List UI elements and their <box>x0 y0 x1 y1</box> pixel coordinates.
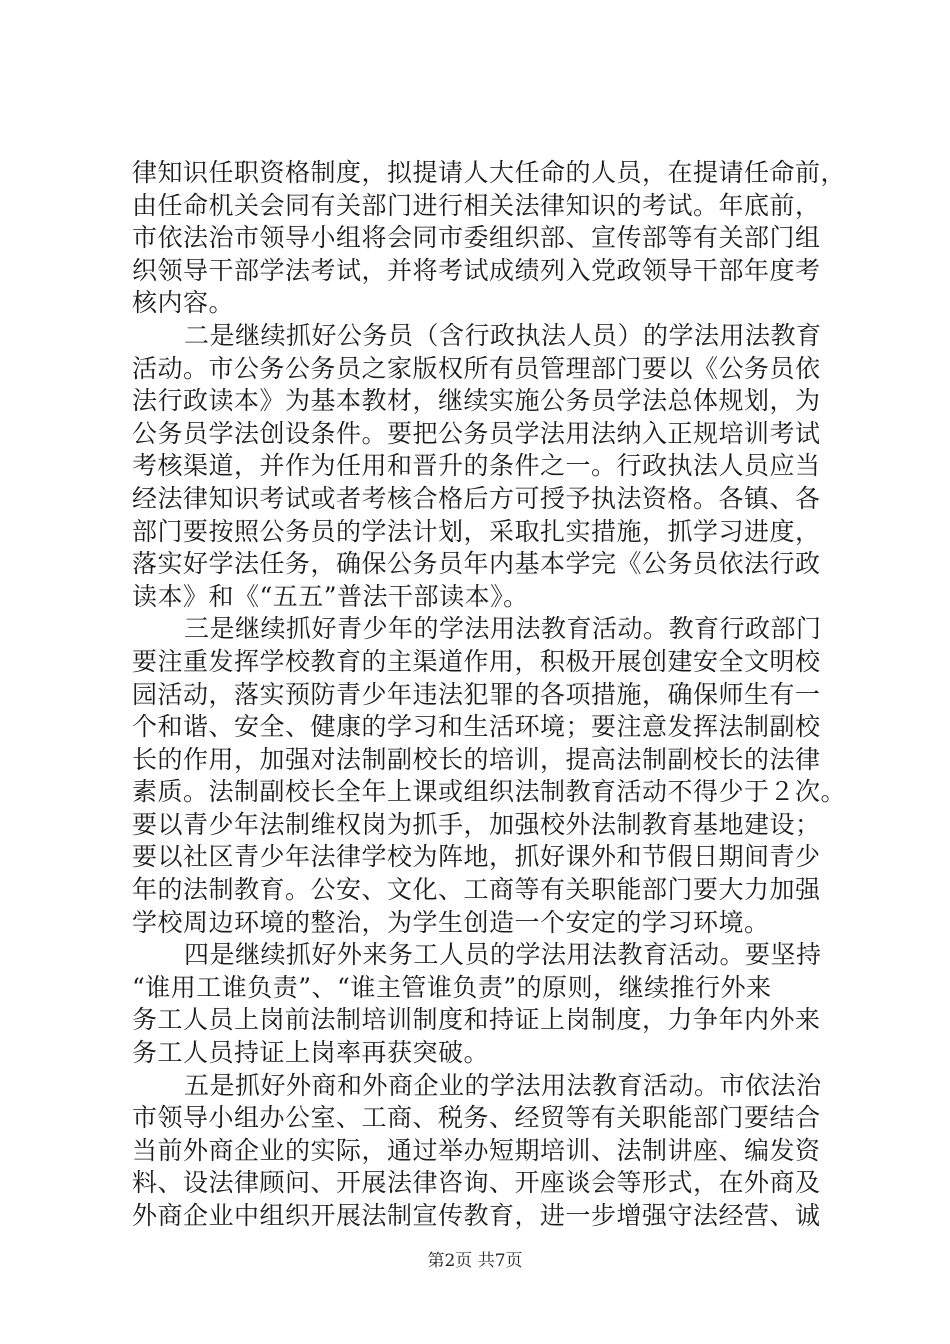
text-line: 读本》和《“五五”普法干部读本》。 <box>132 581 529 611</box>
text-line: 活动。市公务公务员之家版权所有员管理部门要以《公务员依 <box>132 353 821 383</box>
text-line: 务工人员持证上岗率再获突破。 <box>132 1038 490 1068</box>
text-line: 律知识任职资格制度，拟提请人大任命的人员，在提请任命前， <box>132 158 847 187</box>
text-line: 要以社区青少年法律学校为阵地，抓好课外和节假日期间青少 <box>132 842 821 872</box>
text-line: 三是继续抓好青少年的学法用法教育活动。教育行政部门 <box>184 614 822 644</box>
text-line: 法行政读本》为基本教材，继续实施公务员学法总体规划，为 <box>132 386 821 416</box>
text-line: 个和谐、安全、健康的学习和生活环境；要注意发挥法制副校 <box>132 712 821 742</box>
text-line: 年的法制教育。公安、文化、工商等有关职能部门要大力加强 <box>132 875 821 905</box>
text-line: 四是继续抓好外来务工人员的学法用法教育活动。要坚持 <box>184 940 822 970</box>
text-line: 学校周边环境的整治，为学生创造一个安定的学习环境。 <box>132 907 770 937</box>
text-line: 二是继续抓好公务员（含行政执法人员）的学法用法教育 <box>184 320 822 350</box>
text-line: 落实好学法任务，确保公务员年内基本学完《公务员依法行政 <box>132 549 821 579</box>
text-line: 务工人员上岗前法制培训制度和持证上岗制度，力争年内外来 <box>132 1005 821 1035</box>
text-line: 市依法治市领导小组将会同市委组织部、宣传部等有关部门组 <box>132 223 821 253</box>
text-line: 由任命机关会同有关部门进行相关法律知识的考试。年底前， <box>132 190 821 220</box>
text-line: 市领导小组办公室、工商、税务、经贸等有关职能部门要结合 <box>132 1103 821 1133</box>
text-line: 考核渠道，并作为任用和晋升的条件之一。行政执法人员应当 <box>132 451 821 481</box>
text-line: “谁用工谁负责”、“谁主管谁负责”的原则，继续推行外来 <box>132 972 772 1002</box>
text-line: 要以青少年法制维权岗为抓手，加强校外法制教育基地建设； <box>132 809 821 839</box>
text-line: 部门要按照公务员的学法计划，采取扎实措施，抓学习进度， <box>132 516 821 546</box>
text-line: 料、设法律顾问、开展法律咨询、开座谈会等形式，在外商及 <box>132 1168 821 1198</box>
text-line: 当前外商企业的实际，通过举办短期培训、法制讲座、编发资 <box>132 1135 821 1165</box>
document-body <box>132 157 847 1233</box>
text-line: 园活动，落实预防青少年违法犯罪的各项措施，确保师生有一 <box>132 679 821 709</box>
text-line: 素质。法制副校长全年上课或组织法制教育活动不得少于２次。 <box>132 777 847 807</box>
page-footer: 第2页 共7页 <box>427 1251 523 1271</box>
text-line: 五是抓好外商和外商企业的学法用法教育活动。市依法治 <box>184 1070 822 1100</box>
text-line: 长的作用，加强对法制副校长的培训，提高法制副校长的法律 <box>132 744 821 774</box>
text-line: 核内容。 <box>132 288 235 318</box>
text-line: 织领导干部学法考试，并将考试成绩列入党政领导干部年度考 <box>132 255 821 285</box>
text-line: 要注重发挥学校教育的主渠道作用，积极开展创建安全文明校 <box>132 646 821 676</box>
text-line: 经法律知识考试或者考核合格后方可授予执法资格。各镇、各 <box>132 483 821 513</box>
text-line: 公务员学法创设条件。要把公务员学法用法纳入正规培训考试 <box>132 418 821 448</box>
text-line: 外商企业中组织开展法制宣传教育，进一步增强守法经营、诚 <box>132 1201 821 1230</box>
